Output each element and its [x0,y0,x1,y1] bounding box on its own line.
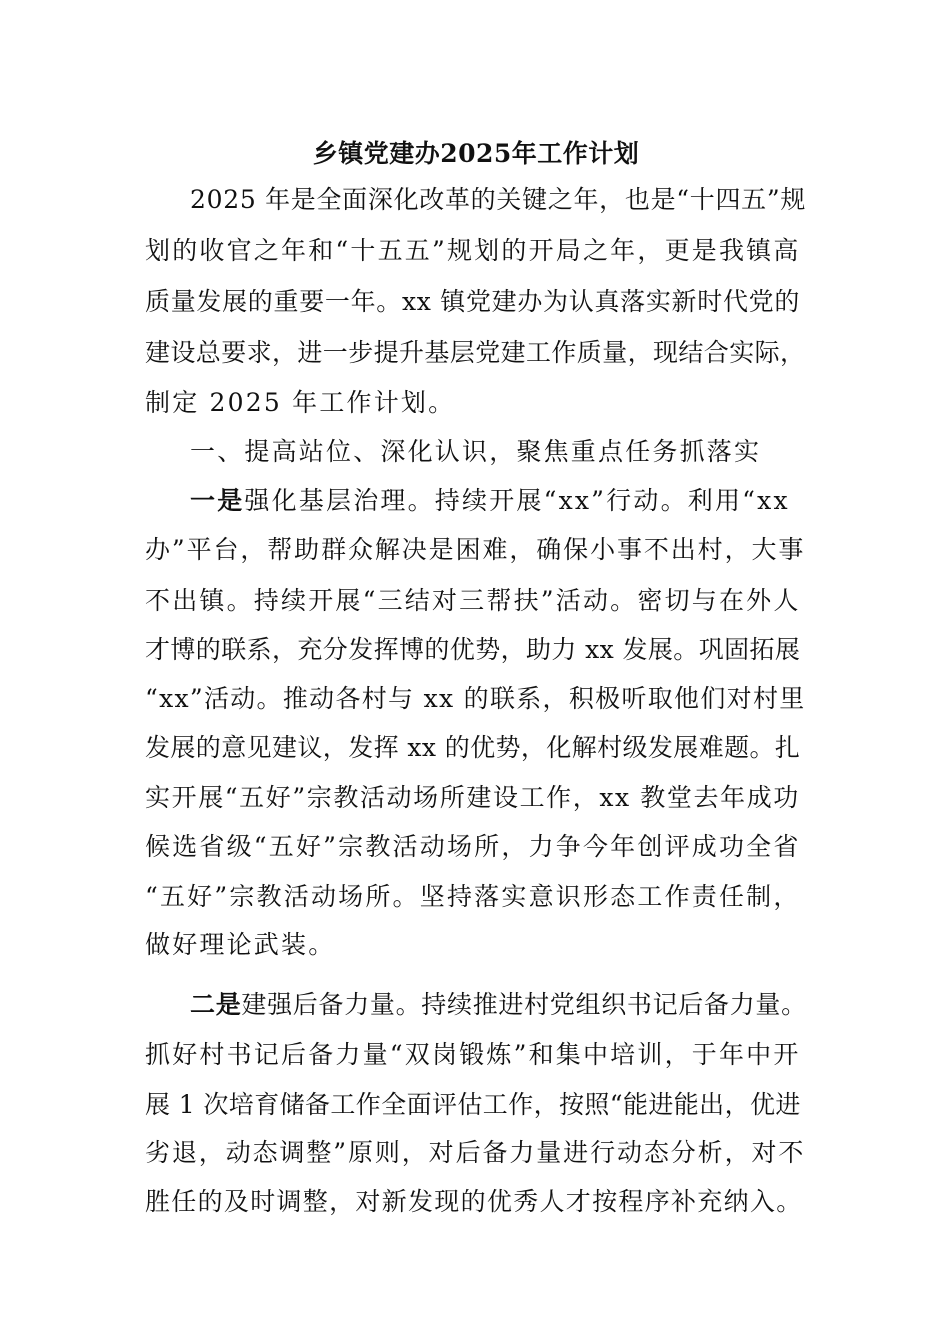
item1-line: 发展的意见建议，发挥 xx 的优势，化解村级发展难题。扎 [145,733,801,762]
item2-line: 展 1 次培育储备工作全面评估工作，按照“能进能出，优进 [145,1090,801,1119]
item1-lead: 一是 [190,486,245,515]
intro-line: 制定 2025 年工作计划。 [145,388,456,417]
item2-first-line-text: 建强后备力量。持续推进村党组织书记后备力量。 [241,990,807,1019]
document-page [145,0,807,1344]
intro-line: 2025 年是全面深化改革的关键之年，也是“十四五”规 [190,185,807,214]
item1-line: 实开展“五好”宗教活动场所建设工作，xx 教堂去年成功 [145,783,800,812]
intro-line: 划的收官之年和“十五五”规划的开局之年，更是我镇高 [145,236,801,265]
item2-first-line [190,985,807,1025]
item2-lead: 二是 [190,990,242,1019]
item2-line: 抓好村书记后备力量“双岗锻炼”和集中培训，于年中开 [145,1040,801,1069]
item1-line: 才博的联系，充分发挥博的优势，助力 xx 发展。巩固拓展 [145,635,801,664]
item1-line: 做好理论武装。 [145,930,336,959]
intro-line: 建设总要求，进一步提升基层党建工作质量，现结合实际， [145,338,806,367]
document-title: 乡镇党建办2025年工作计划 [312,139,640,168]
item1-line: “xx”活动。推动各村与 xx 的联系，积极听取他们对村里 [145,684,806,713]
item2-line: 胜任的及时调整，对新发现的优秀人才按程序补充纳入。 [145,1187,803,1216]
section-heading: 一、提高站位、深化认识，聚焦重点任务抓落实 [190,437,762,466]
item1-line: 办”平台，帮助群众解决是困难，确保小事不出村，大事 [145,535,806,564]
intro-line: 质量发展的重要一年。xx 镇党建办为认真落实新时代党的 [145,287,801,316]
item1-first-line-text: 强化基层治理。持续开展“xx”行动。利用“xx [244,486,790,515]
item1-line: “五好”宗教活动场所。坚持落实意识形态工作责任制， [145,882,801,911]
item1-line: 候选省级“五好”宗教活动场所，力争今年创评成功全省 [145,832,801,861]
item1-first-line [190,481,790,521]
item2-line: 劣退，动态调整”原则，对后备力量进行动态分析，对不 [145,1138,806,1167]
item1-line: 不出镇。持续开展“三结对三帮扶”活动。密切与在外人 [145,586,801,615]
